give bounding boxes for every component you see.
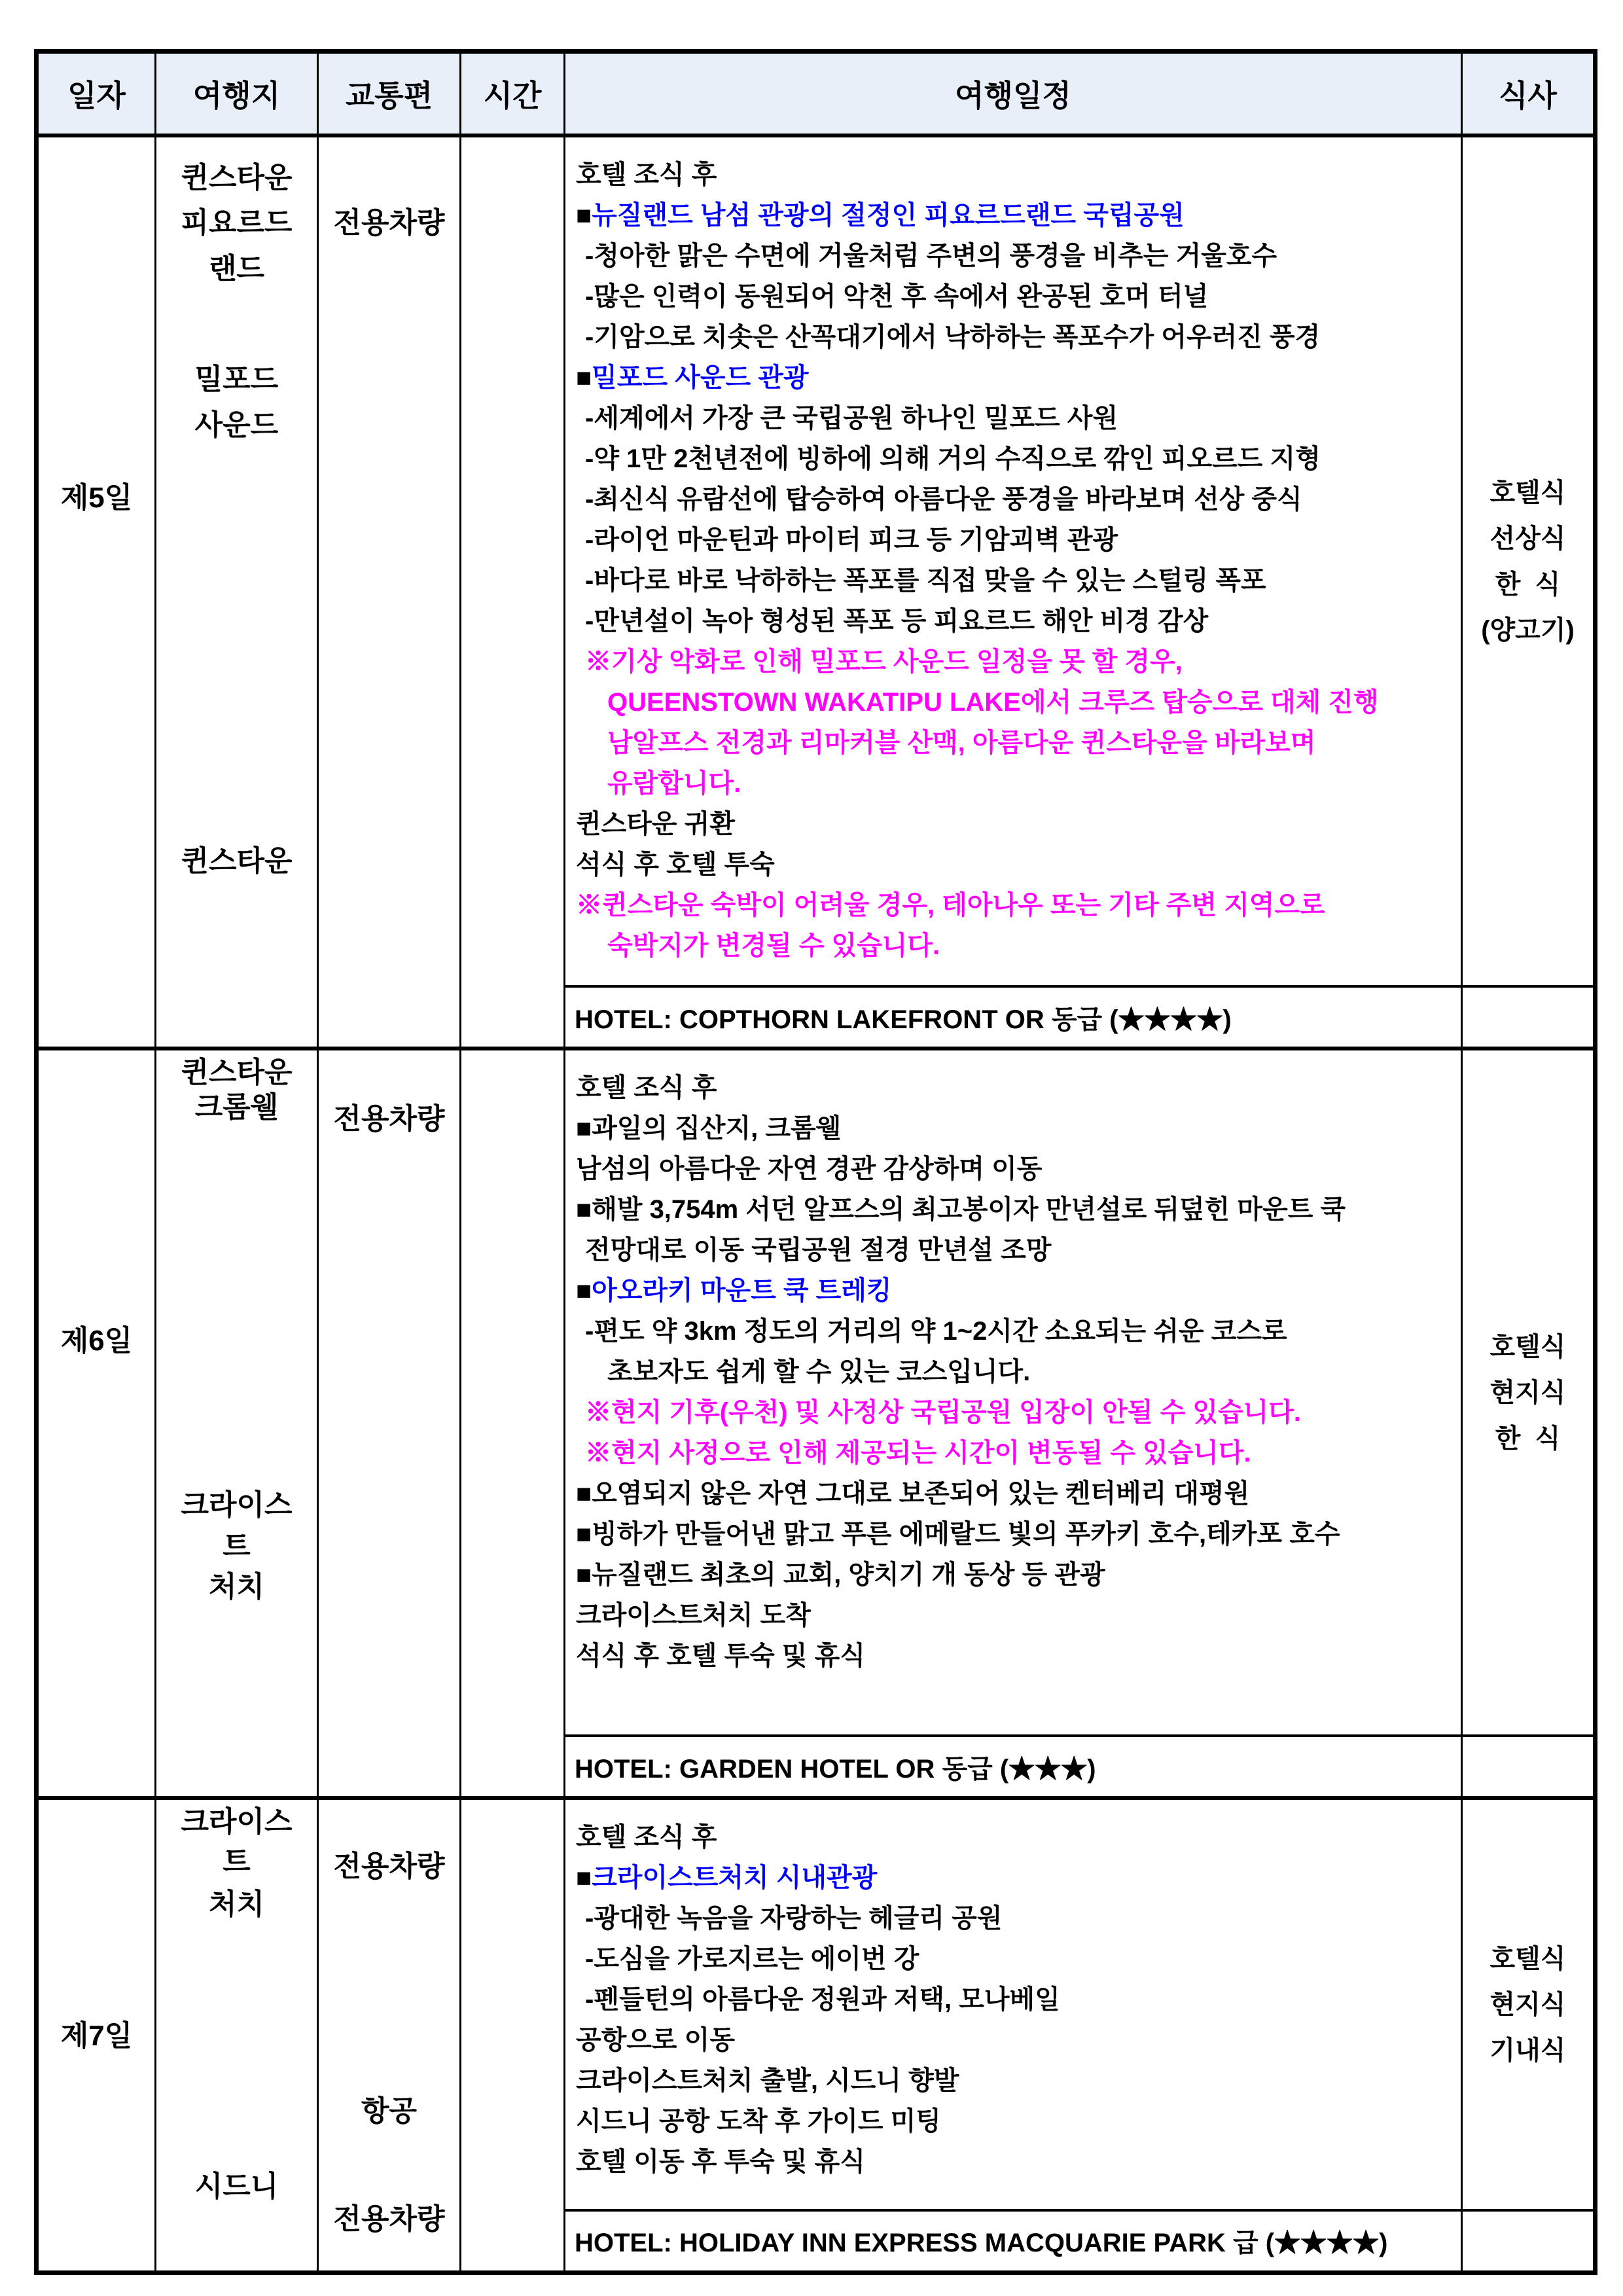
schedule-line — [576, 1189, 1461, 1230]
schedule-line-text: 호텔 조식 후 — [576, 160, 717, 189]
schedule-line — [576, 520, 1461, 560]
schedule-line-text: -기암으로 치솟은 산꼭대기에서 낙하하는 폭포수가 어우러진 풍경 — [585, 323, 1321, 351]
schedule-line-text: 석식 후 호텔 투숙 및 휴식 — [576, 1641, 865, 1670]
day-cell — [37, 135, 156, 1049]
schedule-line — [576, 1270, 1461, 1311]
schedule-line — [576, 925, 1461, 966]
col-header-schedule: 여행일정 — [565, 52, 1462, 136]
meal-cell — [1462, 1049, 1596, 1736]
schedule-line — [576, 317, 1461, 357]
col-header-day: 일자 — [37, 52, 156, 136]
schedule-line — [576, 723, 1461, 763]
table-body — [37, 135, 1596, 2272]
schedule-line — [576, 1514, 1461, 1554]
day-1-main-row — [37, 135, 1596, 986]
schedule-line-text: 석식 후 호텔 투숙 — [576, 850, 775, 879]
bullet-square-icon: ■ — [576, 1560, 592, 1589]
destination-text: 퀸스타운 — [181, 1056, 293, 1089]
bullet-square-icon: ■ — [576, 201, 592, 230]
hotel-label: HOTEL: HOLIDAY INN EXPRESS MACQUARIE PARK 급 (★★★★) — [575, 2229, 1388, 2258]
transport-cell — [318, 135, 461, 1049]
schedule-line — [576, 885, 1461, 925]
day-cell — [37, 1798, 156, 2272]
schedule-line-text: ※퀸스타운 숙박이 어려울 경우, 테아나우 또는 기타 주변 지역으로 — [576, 891, 1325, 920]
meal-empty-cell — [1462, 1736, 1596, 1798]
meal-item: 한 식 — [1495, 569, 1561, 599]
destination-text: 퀸스타운 — [181, 845, 293, 878]
schedule-line-text: 크라이스트처치 시내관광 — [592, 1863, 878, 1892]
schedule-line-text: ※현지 기후(우천) 및 사정상 국립공원 입장이 안될 수 있습니다. — [585, 1398, 1302, 1427]
schedule-line — [576, 1433, 1461, 1473]
destination-text: 처치 — [208, 1571, 264, 1604]
meal-item: 호텔식 — [1489, 1332, 1566, 1361]
day-3-main-row — [37, 1798, 1596, 2210]
bullet-square-icon: ■ — [576, 1195, 592, 1224]
schedule-line — [576, 682, 1461, 723]
schedule-line — [576, 2142, 1461, 2182]
schedule-line — [576, 2101, 1461, 2142]
destination-text: 시드니 — [194, 2170, 279, 2202]
schedule-line-text: ※기상 악화로 인해 밀포드 사운드 일정을 못 할 경우, — [585, 647, 1183, 676]
time-cell — [461, 1049, 565, 1798]
schedule-line-text: -청아한 맑은 수면에 거울처럼 주변의 풍경을 비추는 거울호수 — [585, 242, 1277, 270]
transport-cell — [318, 1798, 461, 2272]
schedule-line-text: -바다로 바로 낙하하는 폭포를 직접 맞을 수 있는 스털링 폭포 — [585, 566, 1266, 595]
itinerary-sheet — [34, 49, 1597, 2275]
schedule-line — [576, 236, 1461, 276]
destination-text: 퀸스타운 — [181, 161, 293, 194]
day-label-text: 제5일 — [60, 481, 133, 514]
schedule-line — [576, 1311, 1461, 1352]
schedule-line — [576, 1149, 1461, 1189]
schedule-line — [576, 479, 1461, 520]
schedule-line — [576, 276, 1461, 317]
transport-text: 전용차량 — [333, 207, 445, 240]
destination-cell — [156, 1049, 318, 1798]
schedule-line — [576, 601, 1461, 641]
hotel-label: HOTEL: COPTHORN LAKEFRONT OR 동급 (★★★★) — [575, 1005, 1232, 1034]
meal-empty-cell — [1462, 2210, 1596, 2272]
bullet-square-icon: ■ — [576, 1479, 592, 1508]
schedule-line — [576, 1595, 1461, 1636]
schedule-line-text: -많은 인력이 동원되어 악천 후 속에서 완공된 호머 터널 — [585, 282, 1209, 311]
meal-item: 현지식 — [1489, 1378, 1566, 1407]
schedule-line-text: 남섬의 아름다운 자연 경관 감상하며 이동 — [576, 1155, 1043, 1183]
transport-text: 전용차량 — [333, 2202, 445, 2235]
bullet-square-icon: ■ — [576, 1863, 592, 1892]
destination-text: 처치 — [208, 1888, 264, 1920]
schedule-line-text: 크라이스트처치 출발, 시드니 향발 — [576, 2066, 959, 2095]
destination-text: 피요르드 — [181, 207, 293, 240]
schedule-line-text: 빙하가 만들어낸 맑고 푸른 에메랄드 빛의 푸카키 호수,테카포 호수 — [592, 1520, 1340, 1549]
schedule-cell — [565, 1798, 1462, 2210]
meal-cell — [1462, 1798, 1596, 2210]
schedule-line — [576, 1554, 1461, 1595]
schedule-line-text: -약 1만 2천년전에 빙하에 의해 거의 수직으로 깎인 피오르드 지형 — [585, 444, 1321, 473]
schedule-line-text: 숙박지가 변경될 수 있습니다. — [607, 931, 940, 960]
schedule-line-text: 유람합니다. — [607, 769, 741, 798]
schedule-line — [576, 560, 1461, 601]
schedule-line — [576, 1392, 1461, 1433]
destination-text: 사운드 — [194, 408, 279, 441]
meal-item: 한 식 — [1495, 1424, 1561, 1453]
schedule-line — [576, 357, 1461, 398]
col-header-meal: 식사 — [1462, 52, 1596, 136]
schedule-line-text: 퀸스타운 귀환 — [576, 810, 735, 838]
schedule-line — [576, 1067, 1461, 1108]
schedule-line-text: 해발 3,754m 서던 알프스의 최고봉이자 만년설로 뒤덮힌 마운트 쿡 — [592, 1195, 1346, 1224]
schedule-line-text: 남알프스 전경과 리마커블 산맥, 아름다운 퀸스타운을 바라보며 — [607, 728, 1316, 757]
col-header-transport: 교통편 — [318, 52, 461, 136]
schedule-line — [576, 1352, 1461, 1392]
hotel-cell — [565, 2210, 1462, 2272]
schedule-line-text: -펜들턴의 아름다운 정원과 저택, 모나베일 — [585, 1985, 1060, 2014]
meal-item: 선상식 — [1489, 524, 1566, 553]
schedule-line — [576, 439, 1461, 479]
col-header-destination: 여행지 — [156, 52, 318, 136]
destination-text: 랜드 — [208, 252, 264, 285]
schedule-line — [576, 195, 1461, 236]
schedule-line-text: -만년설이 녹아 형성된 폭포 등 피요르드 해안 비경 감상 — [585, 607, 1209, 636]
schedule-line-text: 크라이스트처치 도착 — [576, 1601, 811, 1630]
schedule-line-text: 호텔 조식 후 — [576, 1073, 717, 1102]
schedule-line — [576, 1857, 1461, 1898]
bullet-square-icon: ■ — [576, 1520, 592, 1549]
schedule-line — [576, 1817, 1461, 1857]
transport-text: 항공 — [361, 2094, 417, 2127]
schedule-cell — [565, 135, 1462, 986]
schedule-line — [576, 763, 1461, 804]
day-cell — [37, 1049, 156, 1798]
transport-text: 전용차량 — [333, 1103, 445, 1135]
schedule-line — [576, 2020, 1461, 2060]
schedule-line-text: 공항으로 이동 — [576, 2026, 735, 2054]
destination-cell — [156, 135, 318, 1049]
bullet-square-icon: ■ — [576, 363, 592, 392]
transport-cell — [318, 1049, 461, 1798]
schedule-line — [576, 1898, 1461, 1939]
schedule-line-text: 과일의 집산지, 크롬웰 — [592, 1114, 842, 1143]
meal-cell — [1462, 135, 1596, 986]
schedule-line-text: 뉴질랜드 남섬 관광의 절정인 피요르드랜드 국립공원 — [592, 201, 1185, 230]
destination-text: 크롬웰 — [194, 1090, 279, 1123]
schedule-line — [576, 641, 1461, 682]
schedule-line-text: -라이언 마운틴과 마이터 피크 등 기암괴벽 관광 — [585, 526, 1118, 554]
schedule-line-text: -최신식 유람선에 탑승하여 아름다운 풍경을 바라보며 선상 중식 — [585, 485, 1302, 514]
hotel-cell — [565, 986, 1462, 1049]
schedule-line-text: QUEENSTOWN WAKATIPU LAKE에서 크루즈 탑승으로 대체 진행 — [607, 688, 1379, 717]
header-row — [37, 52, 1596, 136]
destination-text: 크라이스 — [181, 1489, 293, 1521]
schedule-line — [576, 844, 1461, 885]
schedule-line — [576, 1636, 1461, 1676]
meal-item: 호텔식 — [1489, 478, 1566, 507]
time-cell — [461, 1798, 565, 2272]
schedule-line — [576, 1108, 1461, 1149]
schedule-line-text: 뉴질랜드 최초의 교회, 양치기 개 동상 등 관광 — [592, 1560, 1105, 1589]
schedule-line — [576, 154, 1461, 195]
schedule-line-text: -세계에서 가장 큰 국립공원 하나인 밀포드 사원 — [585, 404, 1118, 433]
destination-text: 밀포드 — [194, 363, 279, 396]
schedule-line-text: 밀포드 사운드 관광 — [592, 363, 809, 392]
bullet-square-icon: ■ — [576, 1276, 592, 1305]
schedule-line — [576, 1230, 1461, 1270]
schedule-line-text: 아오라키 마운트 쿡 트레킹 — [592, 1276, 892, 1305]
schedule-line-text: 오염되지 않은 자연 그대로 보존되어 있는 켄터베리 대평원 — [592, 1479, 1250, 1508]
schedule-line-text: 호텔 조식 후 — [576, 1823, 717, 1852]
time-cell — [461, 135, 565, 1049]
destination-text: 트 — [223, 1530, 251, 1562]
schedule-line-text: ※현지 사정으로 인해 제공되는 시간이 변동될 수 있습니다. — [585, 1439, 1251, 1467]
schedule-line-text: 전망대로 이동 국립공원 절경 만년설 조망 — [585, 1236, 1052, 1265]
schedule-line — [576, 804, 1461, 844]
destination-text: 트 — [223, 1845, 251, 1878]
hotel-cell — [565, 1736, 1462, 1798]
day-label-text: 제6일 — [60, 1325, 133, 1357]
schedule-line — [576, 2060, 1461, 2101]
meal-item: 호텔식 — [1489, 1944, 1566, 1973]
schedule-line — [576, 1473, 1461, 1514]
meal-item: 기내식 — [1489, 2036, 1566, 2065]
schedule-line-text: 초보자도 쉽게 할 수 있는 코스입니다. — [607, 1357, 1031, 1386]
schedule-line-text: -광대한 녹음을 자랑하는 헤글리 공원 — [585, 1904, 1003, 1933]
schedule-line-text: 시드니 공항 도착 후 가이드 미팅 — [576, 2107, 941, 2136]
meal-empty-cell — [1462, 986, 1596, 1049]
schedule-line-text: 호텔 이동 후 투숙 및 휴식 — [576, 2147, 865, 2176]
schedule-cell — [565, 1049, 1462, 1736]
destination-cell — [156, 1798, 318, 2272]
meal-item: 현지식 — [1489, 1990, 1566, 2019]
schedule-line-text: -편도 약 3km 정도의 거리의 약 1~2시간 소요되는 쉬운 코스로 — [585, 1317, 1287, 1346]
bullet-square-icon: ■ — [576, 1114, 592, 1143]
day-label-text: 제7일 — [60, 2019, 133, 2052]
col-header-time: 시간 — [461, 52, 565, 136]
transport-text: 전용차량 — [333, 1850, 445, 1883]
day-2-main-row — [37, 1049, 1596, 1736]
schedule-line — [576, 1979, 1461, 2020]
destination-text: 크라이스 — [181, 1805, 293, 1838]
schedule-line — [576, 398, 1461, 439]
hotel-label: HOTEL: GARDEN HOTEL OR 동급 (★★★) — [575, 1754, 1096, 1784]
schedule-line-text: -도심을 가로지르는 에이번 강 — [585, 1945, 919, 1973]
schedule-line — [576, 1939, 1461, 1979]
meal-item: (양고기) — [1481, 615, 1575, 645]
itinerary-table — [34, 49, 1597, 2275]
